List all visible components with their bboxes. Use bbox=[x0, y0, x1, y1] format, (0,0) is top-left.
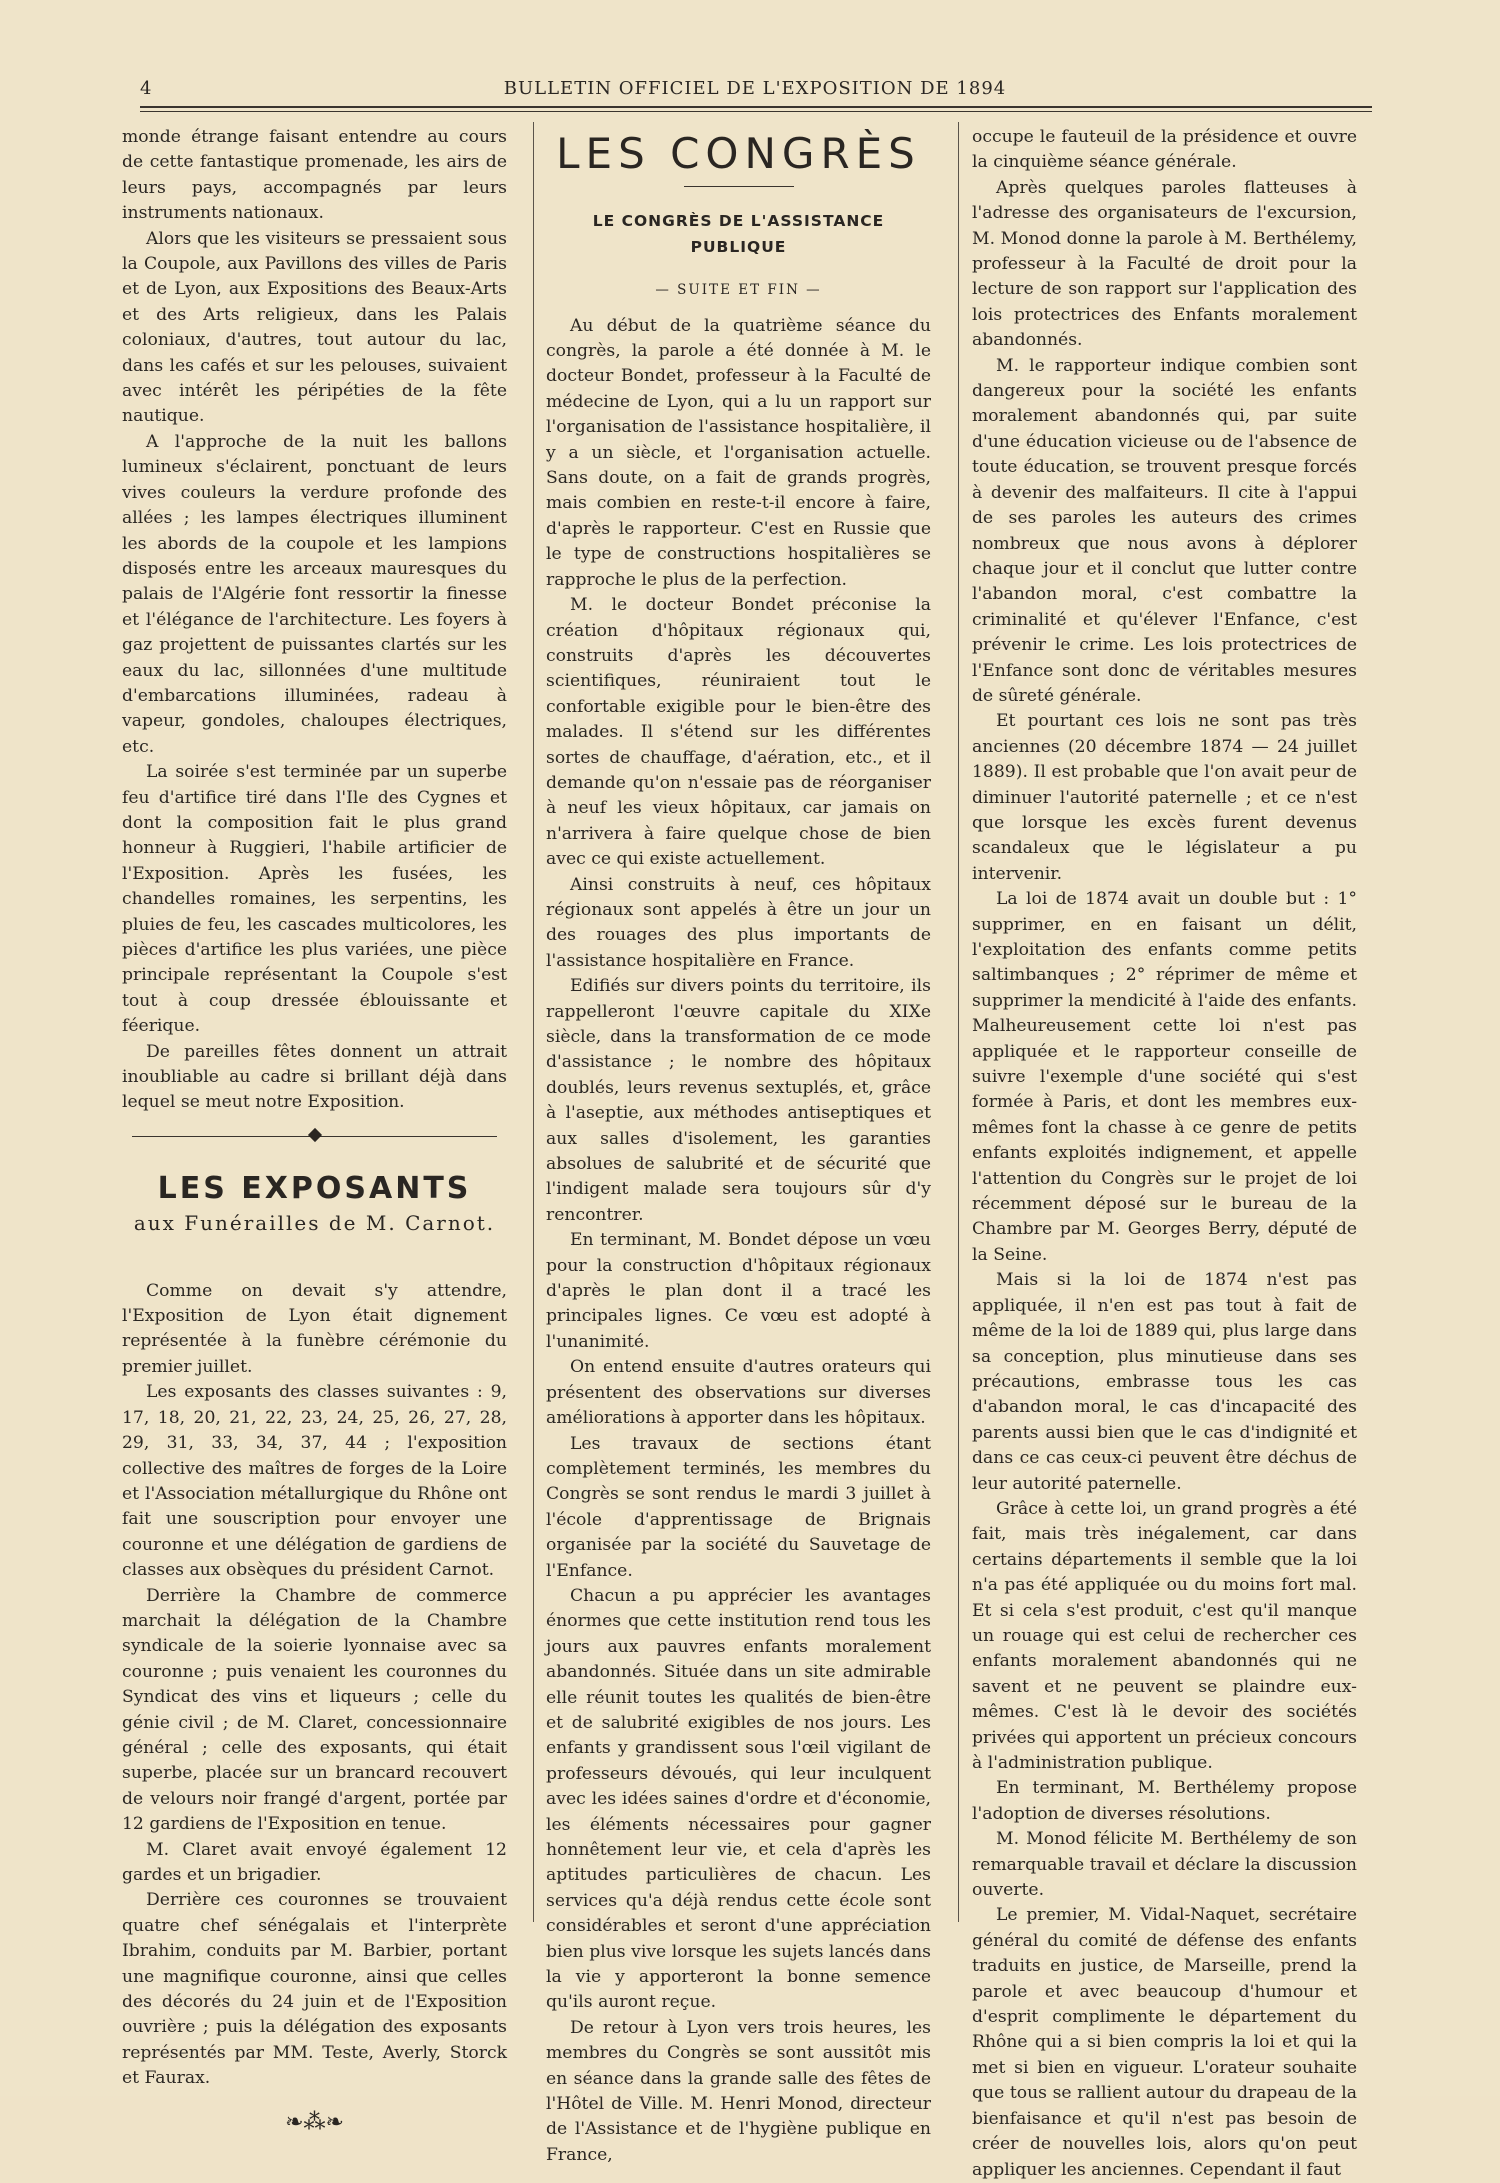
diamond-ornament-icon bbox=[307, 1128, 321, 1142]
article-subtitle: LE CONGRÈS DE L'ASSISTANCE PUBLIQUE bbox=[592, 212, 885, 256]
tailpiece-ornament-icon: ❧⁂❧ bbox=[285, 2109, 344, 2135]
paragraph: On entend ensuite d'autres orateurs qui présentent des observations sur diverses améliorations à apporter dans les hôpitaux. bbox=[546, 1357, 931, 1429]
header-rule-thin bbox=[140, 111, 1372, 112]
paragraph: monde étrange faisant entendre au cours de cette fantastique promenade, les airs de leurs pays, accompagnés par leurs instruments nationaux. bbox=[122, 127, 507, 224]
paragraph: M. le rapporteur indique combien sont dangereux pour la société les enfants moralement abandonnés qui, par suite d'une éducation vicieuse ou de l'absence de toute éducation, se trouvent presque forcés à devenir des malfaiteurs. Il cite à l'appui de ses paroles les auteurs des crimes nombreux que nous avons à déplorer chaque jour et il conclut que lutter contre l'abandon moral, c'est combattre la criminalité et qu'élever l'Enfance, c'est prévenir le crime. Les lois protectrices de l'Enfance sont donc de véritables mesures de sûreté générale. bbox=[972, 355, 1357, 706]
paragraph: Les travaux de sections étant complètement terminés, les membres du Congrès se sont rendus le mardi 3 juillet à l'école d'apprentissage de Brignais organisée par la société du Sauvetage de l'Enfance. bbox=[546, 1433, 931, 1581]
paragraph: De retour à Lyon vers trois heures, les membres du Congrès se sont aussitôt mis en séance dans la grande salle des fêtes de l'Hôtel de Ville. M. Henri Monod, directeur de l'Assistance et de l'hygiène publique en France, bbox=[546, 2017, 931, 2165]
column-3 bbox=[972, 125, 1357, 2183]
paragraph: Alors que les visiteurs se pressaient sous la Coupole, aux Pavillons des villes de Paris et de Lyon, aux Expositions des Beaux-Arts et des Arts religieux, dans les Palais coloniaux, d'autres, tout autour du lac, dans les cafés et sur les pelouses, suivaient avec intérêt les péripéties de la fête nautique. bbox=[122, 228, 507, 427]
article-title: LES CONGRÈS bbox=[556, 129, 921, 178]
paragraph: Derrière la Chambre de commerce marchait la délégation de la Chambre syndicale de la soierie lyonnaise avec sa couronne ; puis venaient les couronnes du Syndicat des vins et liqueurs ; celle du génie civil ; de M. Claret, concessionnaire général ; celle des exposants, qui était superbe, placée sur un brancard recouvert de velours noir frangé d'argent, portée par 12 gardiens de l'Exposition en tenue. bbox=[122, 1585, 507, 1835]
paragraph: Ainsi construits à neuf, ces hôpitaux régionaux sont appelés à être un jour un des rouages des plus importants de l'assistance hospitalière en France. bbox=[546, 874, 931, 971]
paragraph: Comme on devait s'y attendre, l'Exposition de Lyon était dignement représentée à la funèbre cérémonie du premier juillet. bbox=[122, 1280, 507, 1377]
paragraph: Mais si la loi de 1874 n'est pas appliquée, il n'en est pas tout à fait de même de la loi de 1889 qui, plus large dans sa conception, plus minutieuse dans ses précautions, embrasse tous les cas d'abandon moral, le cas d'incapacité des parents aussi bien que le cas d'indignité et dans ce cas ceux-ci peuvent être déchus de leur autorité paternelle. bbox=[972, 1270, 1357, 1494]
title-rule bbox=[684, 186, 794, 187]
paragraph: Le premier, M. Vidal-Naquet, secrétaire général du comité de défense des enfants traduits en justice, de Marseille, prend la parole et avec beaucoup d'humour et d'esprit complimente le département du Rhône qui a si bien compris la loi et qui la met si bien en vigueur. L'orateur souhaite que tous se rallient autour du drapeau de la bienfaisance et qu'il n'est pas besoin de créer de nouvelles lois, alors qu'on peut appliquer les anciennes. Cependant il faut bbox=[972, 1905, 1357, 2180]
paragraph: La soirée s'est terminée par un superbe feu d'artifice tiré dans l'Ile des Cygnes et dont la composition fait le plus grand honneur à Ruggieri, l'habile artificier de l'Exposition. Après les fusées, les chandelles romaines, les serpentins, les pluies de feu, les cascades multicolores, les pièces d'artifice les plus variées, une pièce principale représentant la Coupole s'est tout à coup dressée éblouissante et féerique. bbox=[122, 762, 507, 1037]
paragraph: La loi de 1874 avait un double but : 1° supprimer, en en faisant un délit, l'exploitation des enfants comme petits saltimbanques ; 2° réprimer de même et supprimer la mendicité à l'aide des enfants. Malheureusement cette loi n'est pas appliquée et le rapporteur conseille de suivre l'exemple d'une société qui s'est formée à Paris, et dont les membres eux-mêmes font la chasse à ce genre de petits enfants exploités indignement, et appelle l'attention du Congrès sur le projet de loi récemment déposé sur le bureau de la Chambre par M. Georges Berry, député de la Seine. bbox=[972, 889, 1357, 1265]
paragraph: A l'approche de la nuit les ballons lumineux s'éclairent, ponctuant de leurs vives couleurs la verdure profonde des allées ; les lampes électriques illuminent les abords de la coupole et les lampions disposés entre les arceaux mauresques du palais de l'Algérie font ressortir la finesse et l'élégance de l'architecture. Les foyers à gaz projettent de puissantes clartés sur les eaux du lac, sillonnées d'une multitude d'embarcations illuminées, radeau à vapeur, gondoles, chaloupes électriques, etc. bbox=[122, 431, 507, 757]
column-divider bbox=[533, 122, 534, 1922]
paragraph: Les exposants des classes suivantes : 9, 17, 18, 20, 21, 22, 23, 24, 25, 26, 27, 28, 29, 31, 33, 34, 37, 44 ; l'exposition collective des maîtres de forges de la Loire et l'Association métallurgique du Rhône ont fait une souscription pour envoyer une couronne et une délégation de gardiens de classes aux obsèques du président Carnot. bbox=[122, 1382, 507, 1581]
paragraph: Chacun a pu apprécier les avantages énormes que cette institution rend tous les jours aux pauvres enfants moralement abandonnés. Située dans un site admirable elle réunit toutes les qualités de bien-être et de salubrité exigibles de nos jours. Les enfants y grandissent sous l'œil vigilant de professeurs dévoués, qui leur inculquent avec les idées saines d'ordre et d'économie, les éléments nécessaires pour gagner honnêtement leur vie, et cela d'après les aptitudes particulières de chacun. Les services qu'a déjà rendus cette école sont considérables et seront d'une appréciation bien plus vive lorsque les sujets lancés dans la vie y apporteront la bonne semence qu'ils auront reçue. bbox=[546, 1585, 931, 2013]
paragraph: M. Claret avait envoyé également 12 gardes et un brigadier. bbox=[122, 1839, 507, 1885]
header-rule bbox=[140, 106, 1372, 108]
paragraph: M. le docteur Bondet préconise la création d'hôpitaux régionaux qui, construits d'après les découvertes scientifiques, réuniraient tout le confortable exigible pour le bien-être des malades. Il s'étend sur les différentes sortes de chauffage, d'aération, etc., et il demande qu'on n'essaie pas de réorganiser à neuf les vieux hôpitaux, car jamais on n'arrivera à faire quelque chose de bien avec ce qui existe actuellement. bbox=[546, 595, 931, 870]
paragraph: Après quelques paroles flatteuses à l'adresse des organisateurs de l'excursion, M. Monod donne la parole à M. Berthélemy, professeur à la Faculté de droit pour la lecture de son rapport sur l'application des lois protectrices des Enfants moralement abandonnés. bbox=[972, 177, 1357, 351]
page-header bbox=[140, 76, 1370, 106]
paragraph: Au début de la quatrième séance du congrès, la parole a été donnée à M. le docteur Bondet, professeur à la Faculté de médecine de Lyon, qui a lu un rapport sur l'organisation de l'assistance hospitalière, il y a un siècle, et l'organisation actuelle. Sans doute, on a fait de grands progrès, mais combien en reste-t-il encore à faire, d'après le rapporteur. C'est en Russie que le type de constructions hospitalières se rapproche le plus de la perfection. bbox=[546, 315, 931, 590]
page-number: 4 bbox=[140, 78, 152, 99]
paragraph: En terminant, M. Berthélemy propose l'adoption de diverses résolutions. bbox=[972, 1778, 1357, 1824]
column-1 bbox=[122, 125, 507, 2135]
paragraph: occupe le fauteuil de la présidence et ouvre la cinquième séance générale. bbox=[972, 127, 1357, 173]
paragraph: M. Monod félicite M. Berthélemy de son remarquable travail et déclare la discussion ouverte. bbox=[972, 1829, 1357, 1901]
paragraph: Derrière ces couronnes se trouvaient quatre chef sénégalais et l'interprète Ibrahim, conduits par M. Barbier, portant une magnifique couronne, ainsi que celles des décorés du 24 juin et de l'Exposition ouvrière ; puis la délégation des exposants représentés par MM. Teste, Averly, Storck et Faurax. bbox=[122, 1890, 507, 2089]
paragraph: De pareilles fêtes donnent un attrait inoubliable au cadre si brillant déjà dans lequel se meut notre Exposition. bbox=[122, 1041, 507, 1113]
section-title: LES EXPOSANTS bbox=[157, 1170, 472, 1206]
paragraph: Et pourtant ces lois ne sont pas très anciennes (20 décembre 1874 — 24 juillet 1889). Il est probable que l'on avait peur de diminuer l'autorité paternelle ; et ce n'est que lorsque les excès furent devenus scandaleux que le législateur a pu intervenir. bbox=[972, 711, 1357, 884]
running-title: BULLETIN OFFICIEL DE L'EXPOSITION DE 1894 bbox=[503, 78, 1007, 99]
continuation-note: — SUITE ET FIN — bbox=[655, 282, 822, 299]
paragraph: En terminant, M. Bondet dépose un vœu pour la construction d'hôpitaux régionaux d'après le plan dont il a tracé les principales lignes. Ce vœu est adopté à l'unanimité. bbox=[546, 1230, 931, 1352]
section-separator bbox=[132, 1126, 497, 1148]
paragraph: Edifiés sur divers points du territoire, ils rappelleront l'œuvre capitale du XIXe siècle, dans la transformation de ce mode d'assistance ; le nombre des hôpitaux doublés, leurs revenus sextuplés, et, grâce à l'aseptie, aux méthodes antiseptiques et aux salles d'isolement, les garanties absolues de salubrité et de sécurité que l'indigent malade sera toujours sûr d'y rencontrer. bbox=[546, 976, 931, 1225]
section-subtitle: aux Funérailles de M. Carnot. bbox=[133, 1211, 496, 1236]
paragraph: Grâce à cette loi, un grand progrès a été fait, mais très inégalement, car dans certains départements il semble que la loi n'a pas été appliquée ou du moins fort mal. Et si cela s'est produit, c'est qu'il manque un rouage qui est celui de rechercher ces enfants moralement abandonnés qui ne savent et ne peuvent se plaindre eux-mêmes. C'est là le devoir des sociétés privées qui apportent un précieux concours à l'administration publique. bbox=[972, 1498, 1357, 1773]
column-2 bbox=[546, 125, 931, 2168]
column-divider bbox=[958, 122, 959, 1922]
